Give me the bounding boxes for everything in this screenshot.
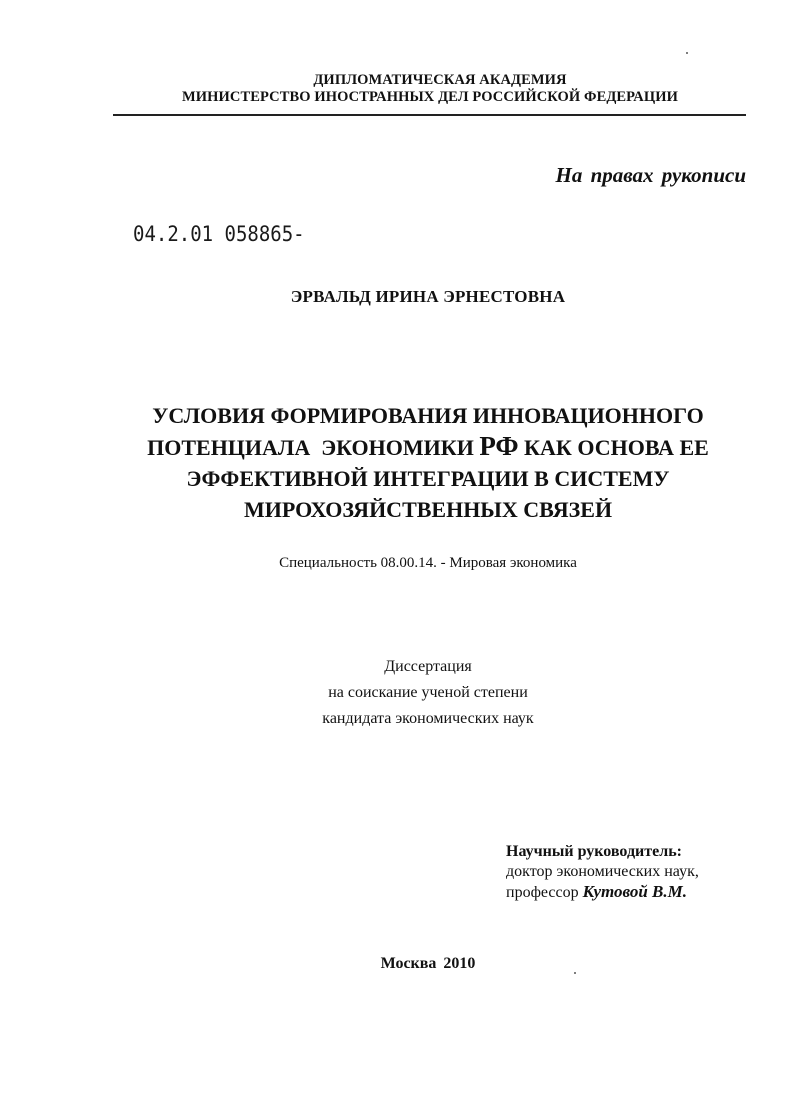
advisor-name: Кутовой В.М. [582, 882, 688, 901]
title-line-2 [58, 431, 798, 463]
title-line-1: УСЛОВИЯ ФОРМИРОВАНИЯ ИННОВАЦИОННОГО [152, 403, 704, 428]
scan-speck [686, 52, 688, 54]
academy-name: ДИПЛОМАТИЧЕСКАЯ АКАДЕМИЯ [313, 72, 567, 88]
advisor-heading: Научный руководитель: [506, 843, 682, 860]
archive-stamp: 04.2.01 058865- [133, 222, 305, 247]
advisor-title-prefix: профессор [506, 884, 583, 901]
header-divider [113, 114, 746, 116]
degree-line-3: кандидата экономических наук [322, 710, 534, 727]
rights-note: На правах рукописи [555, 163, 746, 187]
author-name: ЭРВАЛЬД ИРИНА ЭРНЕСТОВНА [290, 287, 566, 306]
advisor-block [506, 842, 699, 903]
institution-header [0, 72, 798, 106]
title-line-2-end: КАК ОСНОВА ЕЕ [518, 435, 709, 460]
advisor-degree: доктор экономических наук, [506, 863, 699, 880]
degree-block [0, 654, 798, 732]
scan-speck [574, 972, 576, 974]
title-rf: РФ [479, 431, 519, 461]
specialty-line: Специальность 08.00.14. - Мировая экономика [279, 555, 577, 571]
degree-line-2: на соискание ученой степени [328, 684, 528, 701]
ministry-name: МИНИСТЕРСТВО ИНОСТРАННЫХ ДЕЛ РОССИЙСКОЙ ФЕДЕРАЦИИ [181, 89, 678, 105]
dissertation-title [0, 400, 798, 525]
city-year: Москва 2010 [380, 955, 476, 972]
title-line-4: МИРОХОЗЯЙСТВЕННЫХ СВЯЗЕЙ [243, 497, 613, 522]
degree-line-1: Диссертация [384, 658, 472, 675]
title-line-2-start: ПОТЕНЦИАЛА ЭКОНОМИКИ [147, 435, 480, 460]
advisor-title-line [506, 882, 699, 903]
title-line-3: ЭФФЕКТИВНОЙ ИНТЕГРАЦИИ В СИСТЕМУ [186, 466, 670, 491]
